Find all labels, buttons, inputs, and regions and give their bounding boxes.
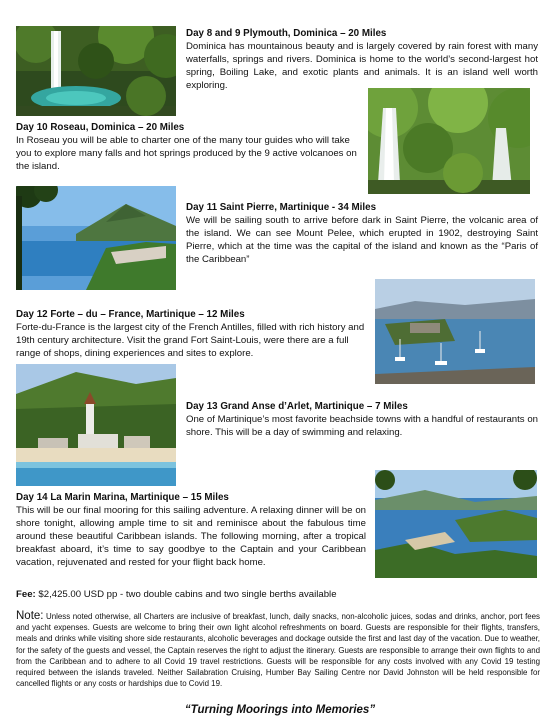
waterfall-pool-photo (16, 26, 176, 116)
section-body: Dominica has mountainous beauty and is largely covered by rain forest with many waterfalls, springs and rivers. Dominica is home to the world’s second-largest hot spring, Boiling Lake, and exotic plants and animals. It is an island well worth exploring. (186, 41, 538, 91)
section-day-13 (186, 400, 538, 439)
fee-line (16, 588, 536, 601)
section-heading: Day 10 Roseau, Dominica – 20 Miles (16, 122, 185, 133)
la-marin-aerial-photo (375, 470, 537, 578)
section-day-11 (186, 201, 538, 266)
section-body: We will be sailing south to arrive before dark in Saint Pierre, the volcanic area of the island. We can see Mount Pelee, which erupted in 1902, destroying Saint Pierre, which at the time was the capital of the island and known as the “Paris of the Caribbean” (186, 215, 538, 265)
section-day-8-9 (186, 27, 538, 92)
fort-de-france-harbor-photo (375, 279, 535, 384)
section-body: This will be our final mooring for this sailing adventure. A relaxing dinner will be on shore tonight, allowing ample time to sit and reminisce about the fabulous time around these beautiful Caribbean islands. The following morning, after a tropical breakfast aboard, it’s time to say goodbye to the Captain and your Caribbean vacation, rejuvenated and rested for your flight back home. (16, 505, 366, 568)
section-heading: Day 12 Forte – du – France, Martinique – 12 Miles (16, 309, 245, 320)
saint-pierre-photo (16, 186, 176, 290)
note-label: Note: (16, 610, 44, 622)
section-day-14 (16, 491, 366, 569)
section-heading: Day 14 La Marin Marina, Martinique – 15 Miles (16, 492, 229, 503)
motto: “Turning Moorings into Memories” (184, 704, 376, 716)
twin-waterfalls-photo (368, 88, 530, 194)
note-text: Unless noted otherwise, all Charters are inclusive of breakfast, lunch, daily snacks, non-alcoholic juices, sodas and drinks, anchor, port fees and yacht expenses. Guests are welcome to bring their own light alcohol refreshments on board. Guests are responsible for their flights, transfers, meals and drinks while visiting shore side restaurants, alcoholic beverages and dockage outside the first and last day of the vacation. Due to weather, for the safety of the guests and vessel, the Captain reserves the right to adjust the itinerary. Guests are responsible to arrange their own flights to and from the Caribbean and to adhere to all Covid 19 travel restrictions. Guests will be responsible for any costs involved with any Covid 19 testing required between the islands traveled. Neither Sailabration Cruising, Humber Bay Sailing Centre nor David Johnston will be held responsible for cancelled flights or any costs or hardships due to Covid 19. (16, 612, 540, 689)
section-body: Forte-du-France is the largest city of the French Antilles, filled with rich history and 19th century architecture. Visit the grand Fort Saint-Louis, were there are a full range of shops, dining experiences and sites to explore. (16, 322, 365, 359)
fee-text: $2,425.00 USD pp - two double cabins and two single berths available (35, 589, 337, 600)
section-heading: Day 11 Saint Pierre, Martinique - 34 Miles (186, 202, 377, 213)
section-heading: Day 13 Grand Anse d’Arlet, Martinique – 7 Miles (186, 401, 408, 412)
fee-label: Fee: (16, 589, 36, 600)
note-paragraph (16, 611, 540, 689)
section-heading: Day 8 and 9 Plymouth, Dominica – 20 Miles (186, 28, 387, 39)
section-day-10 (16, 121, 360, 173)
section-body: One of Martinique’s most favorite beachside towns with a handful of restaurants on shore. This will be a day of swimming and relaxing. (186, 414, 538, 438)
section-day-12 (16, 308, 366, 360)
section-body: In Roseau you will be able to charter one of the many tour guides who will take you to explore many falls and hot springs produced by the 9 active volcanoes on the island. (16, 135, 357, 172)
grand-anse-church-photo (16, 364, 176, 486)
